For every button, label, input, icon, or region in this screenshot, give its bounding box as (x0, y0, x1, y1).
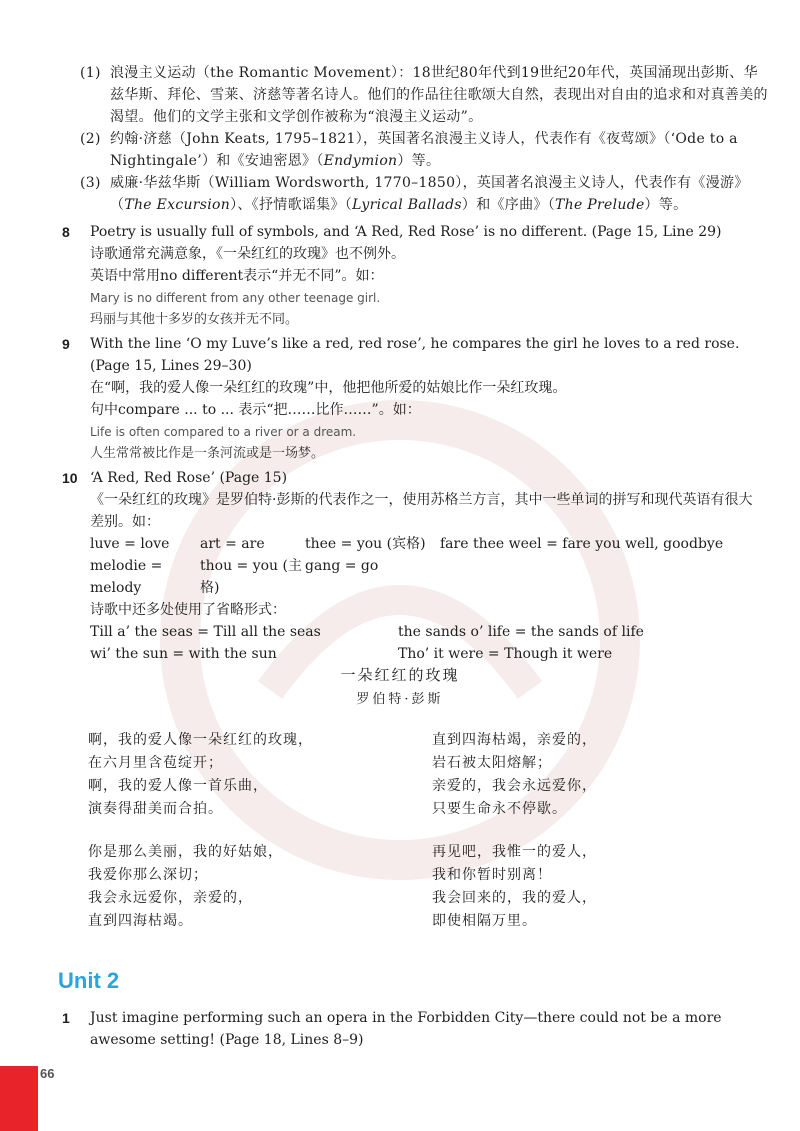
poem-line: 你是那么美丽，我的好姑娘， (88, 844, 283, 860)
example-zh: 玛丽与其他十多岁的女孩并无不同。 (90, 312, 299, 327)
abbreviation-row (90, 643, 762, 665)
poem-line: 演奏得甜美而合拍。 (88, 801, 223, 817)
item-9 (62, 333, 762, 465)
word-pair: gang = go (305, 558, 379, 574)
poem-line: 直到四海枯竭，亲爱的， (432, 732, 597, 748)
note-john-keats (80, 128, 770, 172)
abbreviation-row (90, 621, 762, 643)
item-explanation: 诗歌中还多处使用了省略形式： (90, 602, 286, 618)
abbreviation-pair: the sands o’ life = the sands of life (398, 624, 644, 640)
poem-line: 直到四海枯竭。 (88, 913, 193, 929)
word-pair: melodie = melody (90, 558, 163, 596)
note-text: 威廉·华兹华斯（William Wordsworth, 1770–1850），英国著名浪漫主义诗人，代表作有《漫游》（The Excursion）、《抒情歌谣集》（Lyrical Ballads）和《序曲》（The Prelude）等。 (110, 175, 749, 213)
item-explanation: 句中compare ... to ... 表示“把……比作……”。如： (90, 402, 421, 418)
word-pair: thou = you (主格) (200, 558, 302, 596)
poem-stanza (432, 729, 597, 821)
unit-heading: Unit 2 (58, 968, 120, 993)
poem-line: 我和你暂时别离！ (432, 867, 552, 883)
example-zh: 人生常常被比作是一条河流或是一场梦。 (90, 446, 325, 461)
footnote-list (80, 62, 770, 216)
poem-stanza (432, 841, 597, 933)
word-list-row (90, 533, 762, 555)
word-pair (440, 555, 740, 599)
item-number: 1 (62, 1010, 70, 1026)
poem-line: 我会永远爱你，亲爱的， (88, 890, 253, 906)
word-pair: thee = you (宾格) (305, 536, 426, 552)
word-pair: luve = love (90, 536, 170, 552)
word-list-row (90, 555, 762, 599)
poem-line: 即使相隔万里。 (432, 913, 537, 929)
item-10 (62, 467, 762, 665)
item-number: 8 (62, 224, 70, 240)
note-text: 约翰·济慈（John Keats, 1795–1821），英国著名浪漫主义诗人，代表作有《夜莺颂》（‘Ode to a Nightingale’）和《安迪密恩》（Endymion）等。 (110, 131, 738, 169)
poem-line: 啊，我的爱人像一朵红红的玫瑰， (88, 732, 313, 748)
unit-item-1 (62, 1007, 762, 1051)
poem-line: 亲爱的，我会永远爱你， (432, 778, 597, 794)
item-number: 9 (62, 336, 70, 352)
item-sentence-en: Just imagine performing such an opera in the Forbidden City—there could not be a more awesome setting! (Page 18, Lines 8–9) (90, 1010, 722, 1048)
abbreviation-pair: Tho’ it were = Though it were (398, 646, 613, 662)
item-explanation: 英语中常用no different表示“并无不同”。如： (90, 268, 384, 284)
item-sentence-en: With the line ‘O my Luve’s like a red, red rose’, he compares the girl he loves to a red rose. (Page 15, Lines 29–30) (90, 336, 740, 374)
abbreviation-pair: Till a’ the seas = Till all the seas (90, 624, 321, 640)
poem-line: 我爱你那么深切； (88, 867, 208, 883)
page-number: 66 (40, 1066, 55, 1081)
note-number: (3) (80, 175, 101, 191)
example-en: Mary is no different from any other teenage girl. (90, 291, 381, 305)
poem-stanza (88, 841, 283, 933)
word-pair: fare thee weel = fare you well, goodbye (440, 536, 724, 552)
item-sentence-en: Poetry is usually full of symbols, and ‘A Red, Red Rose’ is no different. (Page 15, Line 29) (90, 224, 722, 240)
item-sentence-zh: 诗歌通常充满意象，《一朵红红的玫瑰》也不例外。 (90, 246, 405, 262)
poem-line: 啊，我的爱人像一首乐曲， (88, 778, 268, 794)
poem-line: 再见吧，我惟一的爱人， (432, 844, 597, 860)
poem-line: 我会回来的，我的爱人， (432, 890, 597, 906)
item-8 (62, 221, 762, 331)
note-william-wordsworth (80, 172, 770, 216)
poem-title: 一朵红红的玫瑰 (340, 666, 460, 684)
note-romantic-movement (80, 62, 770, 128)
example-en: Life is often compared to a river or a dream. (90, 425, 357, 439)
note-number: (1) (80, 65, 101, 81)
item-title: ‘A Red, Red Rose’ (Page 15) (90, 470, 288, 486)
item-explanation: 《一朵红红的玫瑰》是罗伯特·彭斯的代表作之一，使用苏格兰方言，其中一些单词的拼写和现代英语有很大差别。如： (90, 492, 753, 530)
note-number: (2) (80, 131, 101, 147)
note-text: 浪漫主义运动（the Romantic Movement）：18世纪80年代到19世纪20年代，英国涌现出彭斯、华兹华斯、拜伦、雪莱、济慈等著名诗人。他们的作品往往歌颂大自然，表现出对自由的追求和对真善美的渴望。他们的文学主张和文学创作被称为“浪漫主义运动”。 (110, 65, 768, 125)
poem-stanza (88, 729, 313, 821)
poem-line: 只要生命永不停歇。 (432, 801, 567, 817)
item-number: 10 (62, 470, 78, 486)
page-corner-tab (0, 1066, 38, 1131)
poem-line: 岩石被太阳熔解； (432, 755, 552, 771)
abbreviation-pair: wi’ the sun = with the sun (90, 646, 277, 662)
word-pair: art = are (200, 536, 265, 552)
item-sentence-zh: 在“啊，我的爱人像一朵红红的玫瑰”中，他把他所爱的姑娘比作一朵红玫瑰。 (90, 380, 567, 396)
poem-author: 罗伯特·彭斯 (356, 692, 444, 707)
poem-line: 在六月里含苞绽开； (88, 755, 223, 771)
